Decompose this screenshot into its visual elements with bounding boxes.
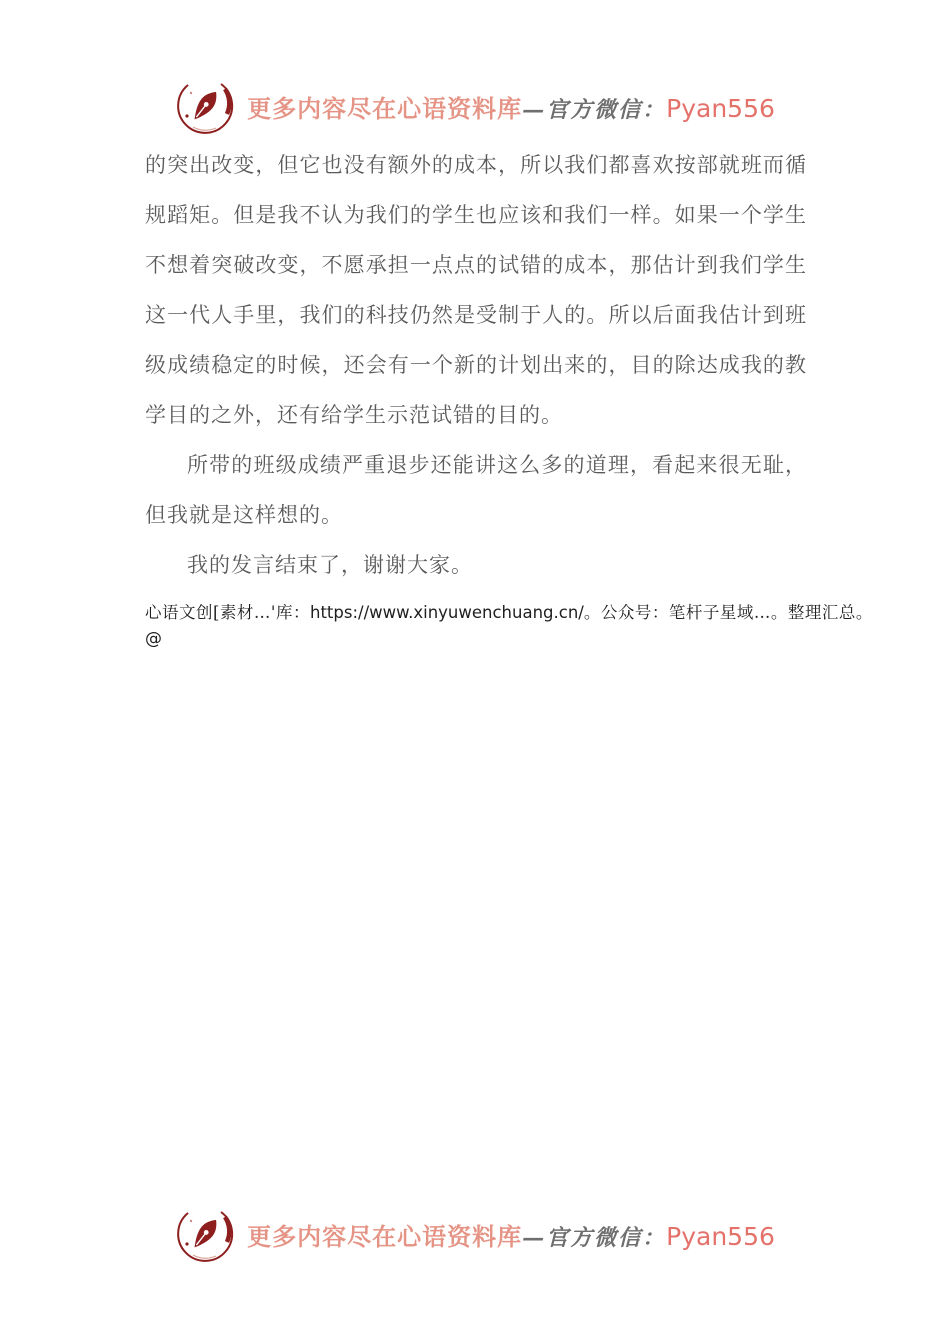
source-line (145, 599, 873, 626)
banner-wechat-id: Pyan556 (666, 1221, 775, 1251)
banner-brand-text: 更多内容尽在心语资料库 (247, 93, 523, 123)
source-url: https://www.xinyuwenchuang.cn/ (309, 603, 584, 622)
paragraph-2: 所带的班级成绩严重退步还能讲这么多的道理，看起来很无耻，但我就是这样想的。 (145, 453, 807, 527)
trailing-at-sign: @ (145, 629, 162, 649)
pen-logo-icon (175, 76, 235, 136)
banner-brand-text: 更多内容尽在心语资料库 (247, 1221, 523, 1251)
banner-wechat-label: —官方微信： (522, 96, 667, 123)
banner-text (247, 89, 775, 124)
banner-wechat-id: Pyan556 (666, 93, 775, 123)
paragraph-3: 我的发言结束了，谢谢大家。 (187, 553, 473, 577)
source-suffix: 。公众号：笔杆子星域…。整理汇总。 (583, 603, 873, 622)
pen-logo-icon (175, 1204, 235, 1264)
header-banner (0, 74, 950, 138)
footer-banner (0, 1202, 950, 1266)
paragraph-1: 的突出改变，但它也没有额外的成本，所以我们都喜欢按部就班而循规蹈矩。但是我不认为我们的学生也应该和我们一样。如果一个学生不想着突破改变，不愿承担一点点的试错的成本，那估计到我们学生这一代人手里，我们的科技仍然是受制于人的。所以后面我估计到班级成绩稳定的时候，还会有一个新的计划出来的，目的除达成我的教学目的之外，还有给学生示范试错的目的。 (145, 153, 807, 427)
document-body (145, 140, 873, 653)
banner-text (247, 1217, 775, 1252)
banner-wechat-label: —官方微信： (522, 1224, 667, 1251)
source-prefix: 心语文创[素材…'库： (145, 603, 310, 622)
